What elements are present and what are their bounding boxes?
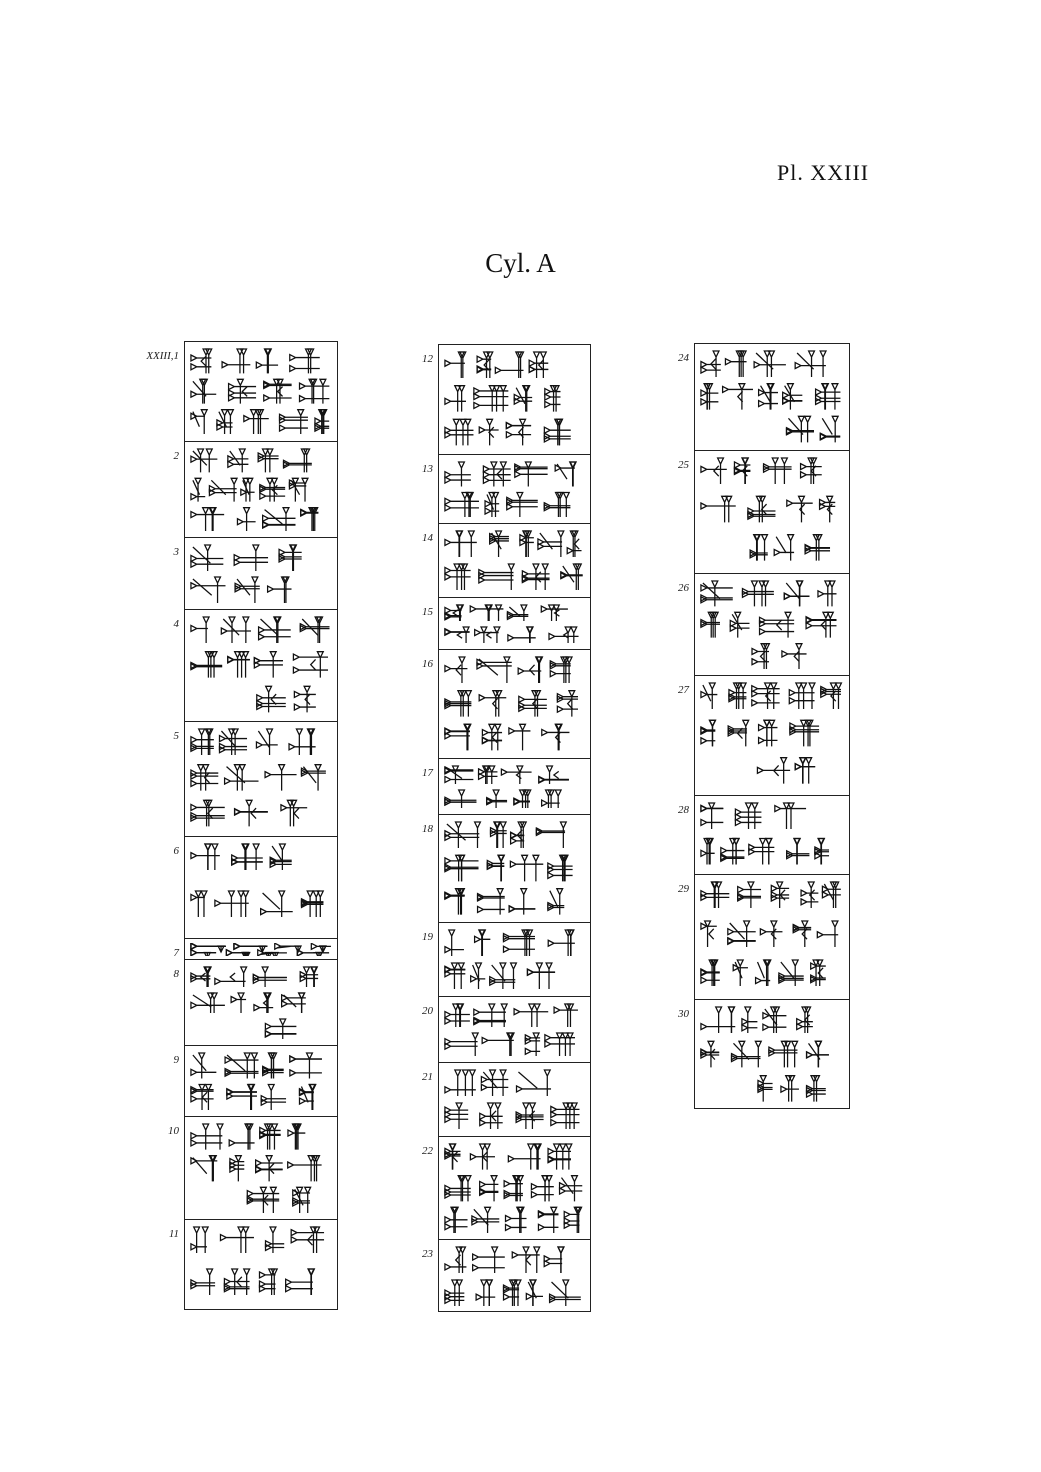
case-number: 14 (422, 532, 433, 544)
case-box (678, 344, 849, 450)
case-box (422, 758, 590, 815)
cuneiform-signs (189, 943, 333, 956)
case-box (422, 1239, 590, 1314)
case-number: 9 (173, 1054, 179, 1066)
case-number: XXIII,1 (146, 350, 179, 362)
case-box (422, 922, 590, 997)
cuneiform-signs (443, 654, 586, 755)
case-number: 25 (678, 459, 689, 471)
case-number: 6 (173, 845, 179, 857)
case-box (173, 537, 337, 610)
case-box (173, 959, 337, 1046)
case-box (678, 795, 849, 875)
case-number: 8 (173, 968, 179, 980)
cuneiform-signs (189, 1224, 333, 1308)
case-box (173, 1045, 337, 1117)
case-number: 2 (173, 450, 179, 462)
cuneiform-signs (443, 1067, 586, 1133)
cuneiform-signs (699, 578, 845, 672)
case-box (422, 1062, 590, 1137)
case-number: 20 (422, 1005, 433, 1017)
case-box (678, 573, 849, 676)
cuneiform-signs (443, 459, 586, 520)
case-number: 16 (422, 658, 433, 670)
case-box (168, 1116, 337, 1220)
case-number: 19 (422, 931, 433, 943)
case-box (422, 814, 590, 923)
case-number: 21 (422, 1071, 433, 1083)
column-1 (146, 341, 338, 1310)
cuneiform-signs (699, 800, 845, 871)
case-number: 18 (422, 823, 433, 835)
case-number: 3 (173, 546, 179, 558)
case-box (146, 342, 337, 441)
cuneiform-signs (443, 1244, 586, 1310)
cuneiform-signs (189, 841, 333, 935)
cuneiform-signs (699, 879, 845, 996)
case-box (422, 454, 590, 524)
case-box (678, 874, 849, 1000)
case-box (422, 523, 590, 598)
case-box (173, 441, 337, 538)
case-box (173, 836, 337, 939)
cuneiform-signs (189, 1050, 333, 1113)
cuneiform-signs (189, 542, 333, 606)
cuneiform-signs (189, 614, 333, 718)
page-title: Cyl. A (485, 248, 556, 278)
case-number: 12 (422, 353, 433, 365)
case-number: 7 (173, 947, 179, 959)
case-box (422, 649, 590, 759)
case-number: 5 (173, 730, 179, 742)
cuneiform-signs (699, 455, 845, 570)
case-number: 29 (678, 883, 689, 895)
cuneiform-signs (189, 726, 333, 833)
case-box (678, 450, 849, 574)
case-box (173, 721, 337, 837)
column-3 (678, 343, 850, 1109)
cuneiform-signs (443, 1001, 586, 1059)
case-number: 24 (678, 352, 689, 364)
case-box (168, 1219, 337, 1312)
cuneiform-signs (189, 446, 333, 534)
case-box (422, 597, 590, 650)
cuneiform-signs (443, 763, 586, 811)
cuneiform-signs (443, 1141, 586, 1236)
case-box (678, 999, 849, 1111)
cuneiform-signs (189, 964, 333, 1042)
cuneiform-signs (189, 346, 333, 437)
plate-label: Pl. XXIII (777, 160, 870, 185)
cuneiform-signs (443, 602, 586, 646)
case-number: 22 (422, 1145, 433, 1157)
case-number: 30 (678, 1008, 689, 1020)
cuneiform-signs (699, 348, 845, 446)
case-box (422, 1136, 590, 1240)
cuneiform-signs (443, 819, 586, 919)
cuneiform-signs (699, 1004, 845, 1107)
case-number: 28 (678, 804, 689, 816)
case-number: 23 (422, 1248, 433, 1260)
case-number: 26 (678, 582, 689, 594)
case-box (678, 675, 849, 796)
case-box (422, 996, 590, 1063)
case-number: 13 (422, 463, 433, 475)
cuneiform-signs (699, 680, 845, 792)
column-2 (422, 344, 591, 1312)
case-box (422, 345, 590, 454)
case-number: 10 (168, 1125, 179, 1137)
cuneiform-signs (443, 528, 586, 594)
cuneiform-signs (443, 349, 586, 450)
case-number: 15 (422, 606, 433, 618)
cuneiform-signs (189, 1121, 333, 1216)
case-number: 11 (168, 1228, 179, 1240)
case-box (173, 938, 337, 960)
case-number: 27 (678, 684, 689, 696)
cuneiform-signs (443, 927, 586, 993)
case-number: 4 (173, 618, 179, 630)
case-number: 17 (422, 767, 433, 779)
case-box (173, 609, 337, 722)
